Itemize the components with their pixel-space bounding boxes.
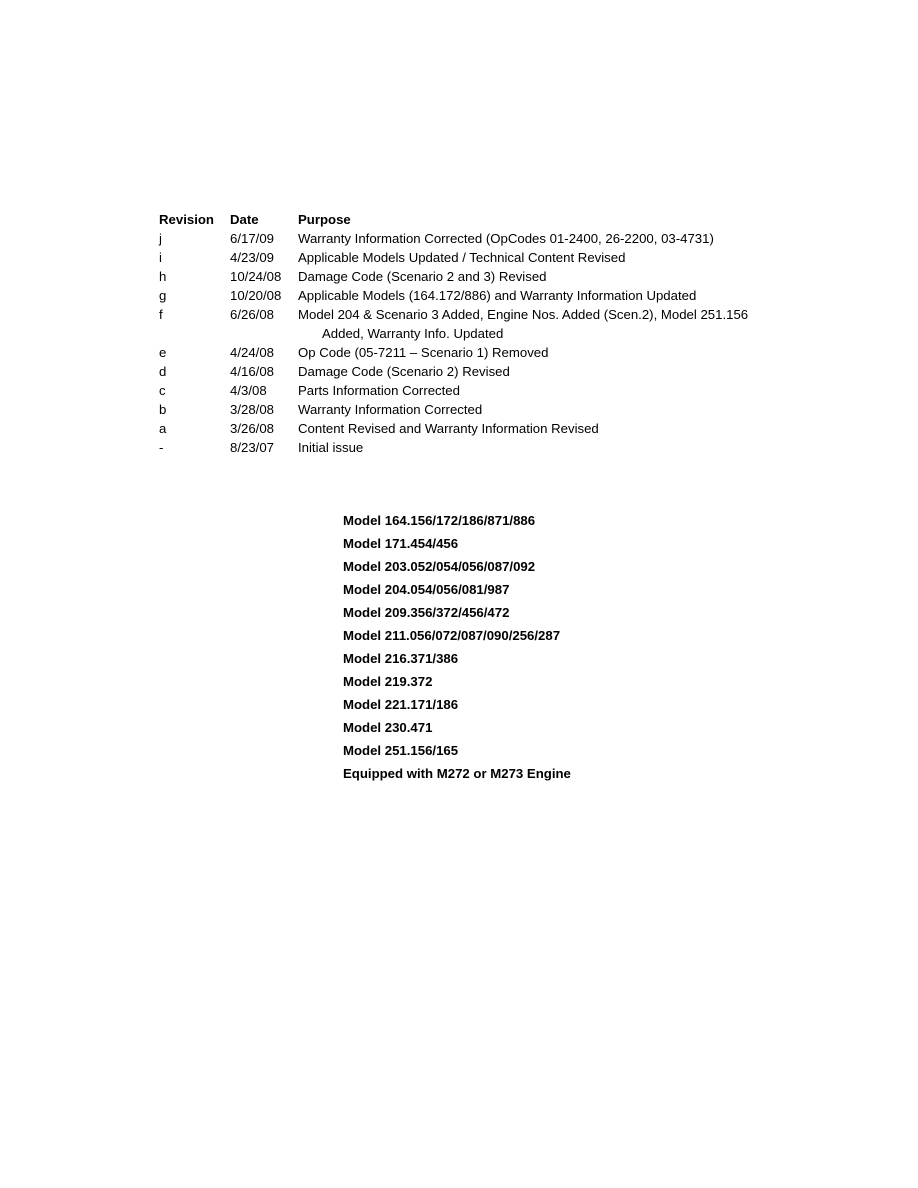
table-row (159, 400, 799, 419)
list-item: Model 164.156/172/186/871/886 (343, 513, 536, 528)
applicable-models-list (343, 509, 571, 785)
purpose-cell: Applicable Models (164.172/886) and Warranty Information Updated (298, 288, 697, 303)
revision-table-header (159, 210, 799, 229)
table-row (159, 362, 799, 381)
date-cell: 6/17/09 (230, 231, 274, 246)
date-cell: 6/26/08 (230, 307, 274, 322)
list-item: Equipped with M272 or M273 Engine (343, 766, 571, 781)
table-row (159, 305, 799, 343)
list-item: Model 230.471 (343, 720, 433, 735)
table-row (159, 267, 799, 286)
date-cell: 3/26/08 (230, 421, 274, 436)
list-item: Model 209.356/372/456/472 (343, 605, 510, 620)
table-row (159, 248, 799, 267)
table-row (159, 438, 799, 457)
revision-cell: e (159, 345, 167, 360)
revision-cell: g (159, 288, 167, 303)
table-row (159, 381, 799, 400)
list-item: Model 221.171/186 (343, 697, 459, 712)
revision-table (159, 210, 799, 457)
purpose-cell: Warranty Information Corrected (OpCodes 01-2400, 26-2200, 03-4731) (298, 231, 714, 246)
revision-cell: - (159, 440, 164, 455)
purpose-line-continued: Added, Warranty Info. Updated (322, 326, 504, 341)
revision-cell: b (159, 402, 167, 417)
purpose-cell: Damage Code (Scenario 2 and 3) Revised (298, 269, 547, 284)
header-date: Date (230, 212, 259, 227)
purpose-cell: Warranty Information Corrected (298, 402, 483, 417)
list-item: Model 211.056/072/087/090/256/287 (343, 628, 561, 643)
table-row (159, 419, 799, 438)
table-row (159, 343, 799, 362)
revision-cell: a (159, 421, 167, 436)
date-cell: 10/24/08 (230, 269, 282, 284)
table-row (159, 229, 799, 248)
date-cell: 3/28/08 (230, 402, 274, 417)
list-item: Model 203.052/054/056/087/092 (343, 559, 536, 574)
header-revision: Revision (159, 212, 214, 227)
date-cell: 4/16/08 (230, 364, 274, 379)
purpose-cell: Initial issue (298, 440, 364, 455)
date-cell: 4/3/08 (230, 383, 267, 398)
date-cell: 8/23/07 (230, 440, 274, 455)
date-cell: 10/20/08 (230, 288, 282, 303)
revision-cell: i (159, 250, 162, 265)
revision-cell: h (159, 269, 167, 284)
revision-cell: f (159, 307, 163, 322)
purpose-line: Model 204 & Scenario 3 Added, Engine Nos. Added (Scen.2), Model 251.156 (298, 307, 749, 322)
purpose-cell: Applicable Models Updated / Technical Content Revised (298, 250, 626, 265)
header-purpose: Purpose (298, 212, 351, 227)
list-item: Model 216.371/386 (343, 651, 459, 666)
revision-cell: d (159, 364, 167, 379)
table-row (159, 286, 799, 305)
list-item: Model 251.156/165 (343, 743, 459, 758)
purpose-cell: Parts Information Corrected (298, 383, 460, 398)
purpose-cell: Content Revised and Warranty Information Revised (298, 421, 599, 436)
revision-cell: j (159, 231, 162, 246)
list-item: Model 171.454/456 (343, 536, 459, 551)
purpose-cell: Op Code (05-7211 – Scenario 1) Removed (298, 345, 549, 360)
date-cell: 4/23/09 (230, 250, 274, 265)
list-item: Model 204.054/056/081/987 (343, 582, 510, 597)
date-cell: 4/24/08 (230, 345, 274, 360)
purpose-cell: Damage Code (Scenario 2) Revised (298, 364, 510, 379)
purpose-cell (298, 305, 799, 343)
list-item: Model 219.372 (343, 674, 433, 689)
revision-cell: c (159, 383, 166, 398)
